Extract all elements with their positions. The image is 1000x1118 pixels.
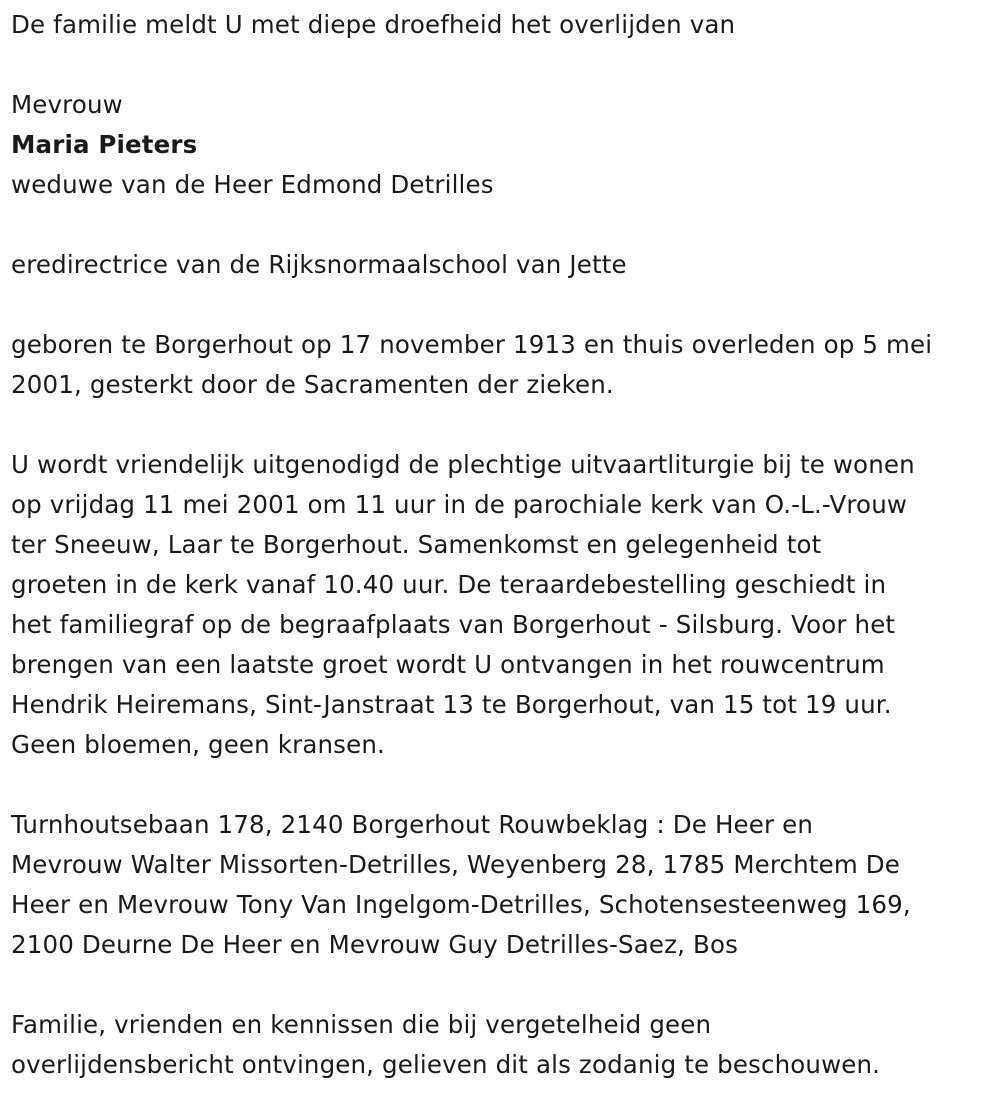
paragraph-line: Heer en Mevrouw Tony Van Ingelgom-Detrilles, Schotensesteenweg 169,	[11, 890, 911, 919]
spacer	[11, 405, 991, 445]
paragraph-line: op vrijdag 11 mei 2001 om 11 uur in de parochiale kerk van O.-L.-Vrouw	[11, 490, 908, 519]
intro-text: De familie meldt U met diepe droefheid het overlijden van	[11, 10, 736, 39]
deceased-name: Maria Pieters	[11, 130, 198, 159]
paragraph-line: Mevrouw Walter Missorten-Detrilles, Weyenberg 28, 1785 Merchtem De	[11, 850, 901, 879]
closing-paragraph	[11, 1005, 991, 1085]
spacer	[11, 45, 991, 85]
paragraph-line: groeten in de kerk vanaf 10.40 uur. De teraardebestelling geschiedt in	[11, 570, 887, 599]
paragraph-line: Familie, vrienden en kennissen die bij vergetelheid geen	[11, 1010, 712, 1039]
paragraph-line: brengen van een laatste groet wordt U ontvangen in het rouwcentrum	[11, 650, 885, 679]
paragraph-line: U wordt vriendelijk uitgenodigd de plechtige uitvaartliturgie bij te wonen	[11, 450, 915, 479]
salutation: Mevrouw	[11, 90, 123, 119]
obituary-notice	[11, 0, 991, 1085]
paragraph-line: Hendrik Heiremans, Sint-Janstraat 13 te Borgerhout, van 15 tot 19 uur.	[11, 690, 892, 719]
ceremony-paragraph	[11, 445, 991, 765]
widow-of: weduwe van de Heer Edmond Detrilles	[11, 170, 494, 199]
paragraph-line: Turnhoutsebaan 178, 2140 Borgerhout Rouwbeklag : De Heer en	[11, 810, 814, 839]
spacer	[11, 205, 991, 245]
address-paragraph	[11, 805, 991, 965]
paragraph-line: geboren te Borgerhout op 17 november 1913 en thuis overleden op 5 mei	[11, 330, 933, 359]
deceased-title: eredirectrice van de Rijksnormaalschool van Jette	[11, 250, 627, 279]
paragraph-line: 2100 Deurne De Heer en Mevrouw Guy Detrilles-Saez, Bos	[11, 930, 739, 959]
spacer	[11, 285, 991, 325]
paragraph-line: overlijdensbericht ontvingen, gelieven dit als zodanig te beschouwen.	[11, 1050, 881, 1079]
birth-death-paragraph	[11, 325, 991, 405]
paragraph-line: 2001, gesterkt door de Sacramenten der zieken.	[11, 370, 614, 399]
spacer	[11, 965, 991, 1005]
paragraph-line: het familiegraf op de begraafplaats van Borgerhout - Silsburg. Voor het	[11, 610, 896, 639]
paragraph-line: Geen bloemen, geen kransen.	[11, 730, 385, 759]
spacer	[11, 765, 991, 805]
paragraph-line: ter Sneeuw, Laar te Borgerhout. Samenkomst en gelegenheid tot	[11, 530, 822, 559]
